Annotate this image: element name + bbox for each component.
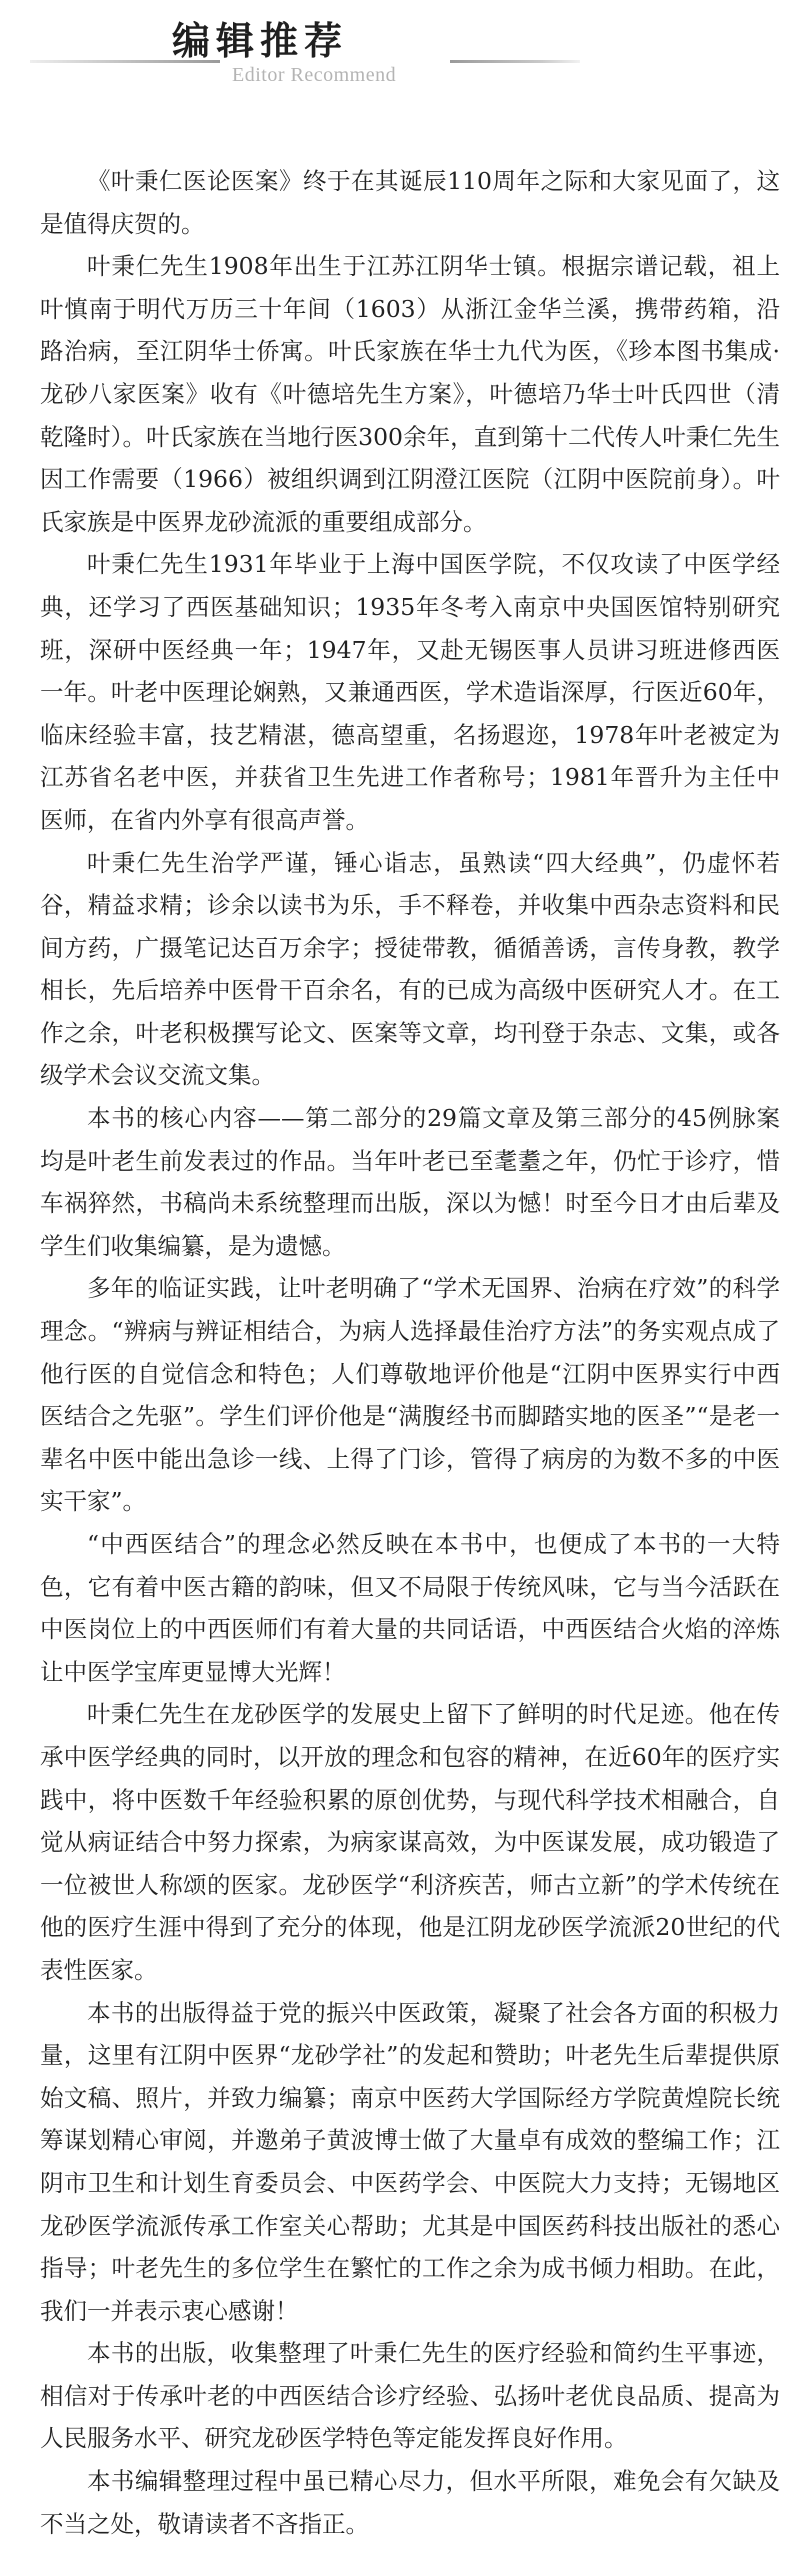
- paragraph: 叶秉仁先生1908年出生于江苏江阴华士镇。根据宗谱记载，祖上叶慎南于明代万历三十年间（1603）从浙江金华兰溪，携带药箱，沿路治病，至江阴华士侨寓。叶氏家族在华士九代为医，《珍本图书集成·龙砂八家医案》收有《叶德培先生方案》，叶德培乃华士叶氏四世（清乾隆时）。叶氏家族在当地行医300余年，直到第十二代传人叶秉仁先生因工作需要（1966）被组织调到江阴澄江医院（江阴中医院前身）。叶氏家族是中医界龙砂流派的重要组成部分。: [40, 252, 780, 536]
- paragraph: 本书编辑整理过程中虽已精心尽力，但水平所限，难免会有欠缺及不当之处，敬请读者不吝指正。: [40, 2467, 780, 2538]
- paragraph: 本书的出版，收集整理了叶秉仁先生的医疗经验和简约生平事迹，相信对于传承叶老的中西医结合诊疗经验、弘扬叶老优良品质、提高为人民服务水平、研究龙砂医学特色等定能发挥良好作用。: [40, 2339, 780, 2453]
- paragraph: “中西医结合”的理念必然反映在本书中，也便成了本书的一大特色，它有着中医古籍的韵味，但又不局限于传统风味，它与当今活跃在中医岗位上的中西医师们有着大量的共同话语，中西医结合火焰的淬炼让中医学宝库更显博大光辉！: [40, 1530, 780, 1686]
- paragraph: 本书的核心内容——第二部分的29篇文章及第三部分的45例脉案均是叶老生前发表过的作品。当年叶老已至耄耋之年，仍忙于诊疗，惜车祸猝然，书稿尚未系统整理而出版，深以为憾！时至今日才由后辈及学生们收集编纂，是为遗憾。: [40, 1104, 780, 1260]
- section-header: [0, 0, 800, 110]
- article-body: [40, 160, 780, 2545]
- paragraph: 《叶秉仁医论医案》终于在其诞辰110周年之际和大家见面了，这是值得庆贺的。: [40, 167, 780, 238]
- section-title: 编辑推荐: [172, 19, 349, 63]
- paragraph: 本书的出版得益于党的振兴中医政策，凝聚了社会各方面的积极力量，这里有江阴中医界“龙砂学社”的发起和赞助；叶老先生后辈提供原始文稿、照片，并致力编纂；南京中医药大学国际经方学院黄煌院长统筹谋划精心审阅，并邀弟子黄波博士做了大量卓有成效的整编工作；江阴市卫生和计划生育委员会、中医药学会、中医院大力支持；无锡地区龙砂医学流派传承工作室关心帮助；尤其是中国医药科技出版社的悉心指导；叶老先生的多位学生在繁忙的工作之余为成书倾力相助。在此，我们一并表示衷心感谢！: [40, 1998, 780, 2325]
- paragraph: 叶秉仁先生1931年毕业于上海中国医学院，不仅攻读了中医学经典，还学习了西医基础知识；1935年冬考入南京中央国医馆特别研究班，深研中医经典一年；1947年，又赴无锡医事人员讲习班进修西医一年。叶老中医理论娴熟，又兼通西医，学术造诣深厚，行医近60年，临床经验丰富，技艺精湛，德高望重，名扬遐迩，1978年叶老被定为江苏省名老中医，并获省卫生先进工作者称号；1981年晋升为主任中医师，在省内外享有很高声誉。: [40, 550, 780, 834]
- paragraph: 叶秉仁先生治学严谨，锤心诣志，虽熟读“四大经典”，仍虚怀若谷，精益求精；诊余以读书为乐，手不释卷，并收集中西杂志资料和民间方药，广摄笔记达百万余字；授徒带教，循循善诱，言传身教，教学相长，先后培养中医骨干百余名，有的已成为高级中医研究人才。在工作之余，叶老积极撰写论文、医案等文章，均刊登于杂志、文集，或各级学术会议交流文集。: [40, 848, 780, 1090]
- header-rule-right: [450, 60, 580, 63]
- paragraph: 叶秉仁先生在龙砂医学的发展史上留下了鲜明的时代足迹。他在传承中医学经典的同时，以开放的理念和包容的精神，在近60年的医疗实践中，将中医数千年经验积累的原创优势，与现代科学技术相融合，自觉从病证结合中努力探索，为病家谋高效，为中医谋发展，成功锻造了一位被世人称颂的医家。龙砂医学“利济疾苦，师古立新”的学术传统在他的医疗生涯中得到了充分的体现，他是江阴龙砂医学流派20世纪的代表性医家。: [40, 1700, 780, 1984]
- paragraph: 多年的临证实践，让叶老明确了“学术无国界、治病在疗效”的科学理念。“辨病与辨证相结合，为病人选择最佳治疗方法”的务实观点成了他行医的自觉信念和特色；人们尊敬地评价他是“江阴中医界实行中西医结合之先驱”。学生们评价他是“满腹经书而脚踏实地的医圣”“是老一辈名中医中能出急诊一线、上得了门诊，管得了病房的为数不多的中医实干家”。: [40, 1274, 780, 1516]
- section-subtitle: Editor Recommend: [232, 64, 397, 86]
